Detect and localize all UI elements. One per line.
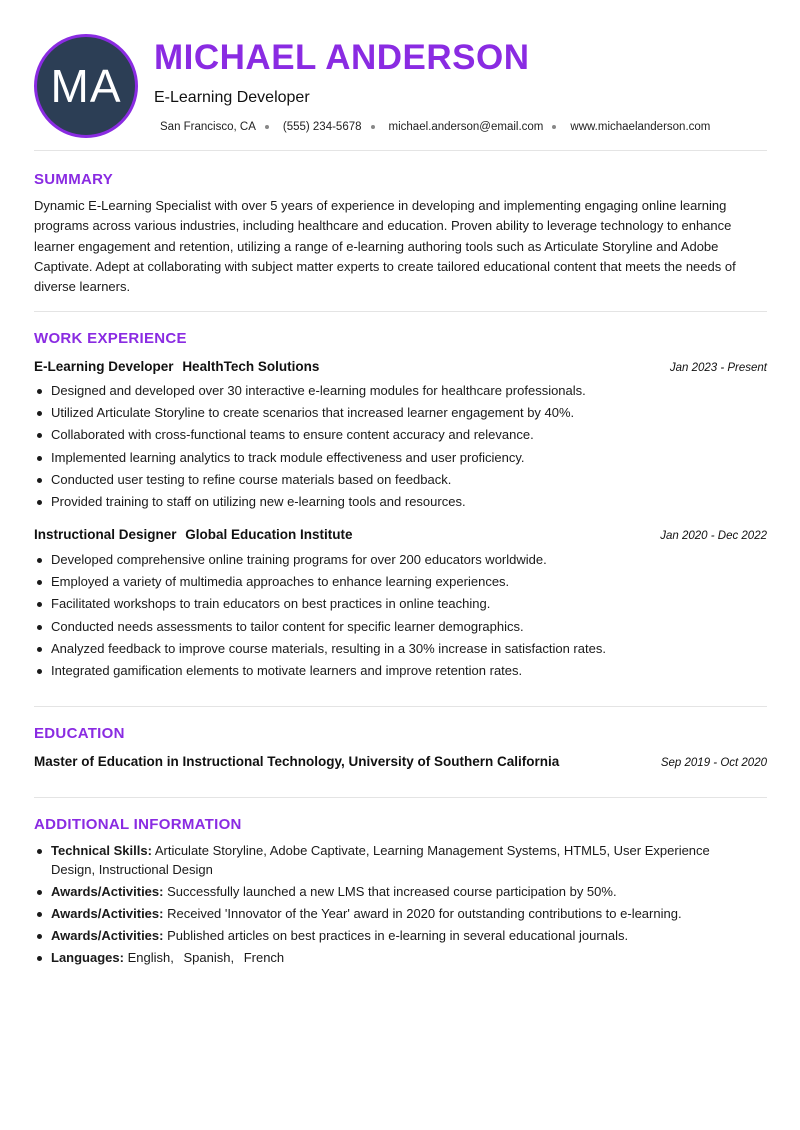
- divider: [34, 150, 767, 151]
- candidate-name: MICHAEL ANDERSON: [154, 38, 530, 77]
- additional-info-heading: ADDITIONAL INFORMATION: [34, 816, 242, 833]
- list-item: Provided training to staff on utilizing new e-learning tools and resources.: [34, 491, 767, 513]
- avatar: [34, 34, 138, 138]
- info-text: Successfully launched a new LMS that increased course participation by 50%.: [167, 883, 617, 899]
- info-label: Awards/Activities:: [51, 883, 164, 899]
- language: French: [243, 950, 285, 965]
- job-dates: Jan 2023 - Present: [669, 362, 767, 374]
- avatar-initials: MA: [50, 60, 122, 112]
- list-item: [34, 883, 734, 902]
- list-item: Conducted needs assessments to tailor content for specific learner demographics.: [34, 616, 767, 638]
- language: Spanish,: [183, 950, 235, 965]
- job-role: [34, 527, 353, 542]
- work-experience-heading: WORK EXPERIENCE: [34, 330, 187, 347]
- list-item: Facilitated workshops to train educators on best practices in online teaching.: [34, 593, 767, 615]
- job-bullets: [34, 549, 767, 682]
- list-item: Integrated gamification elements to motivate learners and improve retention rates.: [34, 660, 767, 682]
- list-item: Analyzed feedback to improve course materials, resulting in a 30% increase in satisfaction rates.: [34, 638, 767, 660]
- education-dates: Sep 2019 - Oct 2020: [660, 757, 767, 769]
- job-title: Instructional Designer: [34, 527, 177, 542]
- job-header: [34, 527, 767, 542]
- info-label: Awards/Activities:: [51, 927, 164, 943]
- divider: [34, 706, 767, 707]
- info-text: Received 'Innovator of the Year' award in 2020 for outstanding contributions to e-learning.: [167, 905, 682, 921]
- list-item: Designed and developed over 30 interactive e-learning modules for healthcare professionals.: [34, 380, 767, 402]
- divider: [34, 797, 767, 798]
- languages-item: [34, 949, 734, 968]
- list-item: Utilized Articulate Storyline to create scenarios that increased learner engagement by 40%.: [34, 402, 767, 424]
- list-item: [34, 927, 734, 946]
- list-item: Conducted user testing to refine course materials based on feedback.: [34, 469, 767, 491]
- email-link[interactable]: michael.anderson@email.com: [388, 121, 544, 133]
- list-item: Developed comprehensive online training programs for over 200 educators worldwide.: [34, 549, 767, 571]
- list-item: Implemented learning analytics to track module effectiveness and user proficiency.: [34, 447, 767, 469]
- education-entry: [34, 754, 767, 769]
- info-label: Awards/Activities:: [51, 905, 164, 921]
- phone-text: (555) 234-5678: [282, 121, 362, 133]
- job-header: [34, 359, 767, 374]
- contact-website[interactable]: [570, 121, 710, 133]
- info-text: Articulate Storyline, Adobe Captivate, Learning Management Systems, HTML5, User Experience Design, Instructional Design: [51, 843, 710, 877]
- list-item: Employed a variety of multimedia approaches to enhance learning experiences.: [34, 571, 767, 593]
- list-item: [34, 842, 734, 879]
- divider: [34, 311, 767, 312]
- job-company: Global Education Institute: [185, 527, 353, 542]
- separator-dot-icon: [371, 125, 375, 129]
- contact-phone: [283, 121, 389, 133]
- summary-heading: SUMMARY: [34, 171, 114, 188]
- job-bullets: [34, 380, 767, 513]
- job-title: E-Learning Developer: [34, 359, 174, 374]
- resume-header: [0, 0, 800, 150]
- education-degree: Master of Education in Instructional Technology, University of Southern California: [34, 754, 560, 769]
- education-heading: EDUCATION: [34, 725, 125, 742]
- separator-dot-icon: [265, 125, 269, 129]
- location-text: San Francisco, CA: [160, 121, 256, 133]
- list-item: [34, 905, 734, 924]
- list-item: Collaborated with cross-functional teams to ensure content accuracy and relevance.: [34, 424, 767, 446]
- summary-text: Dynamic E-Learning Specialist with over 5 years of experience in developing and implementing engaging online learning programs across various industries, including healthcare and education. Proven ability to leverage technology to enhance learner engagement and retention, utilizing a range of e-learning authoring tools such as Articulate Storyline and Adobe Captivate. Adept at collaborating with subject matter experts to create tailored educational content that meets the needs of diverse learners.: [34, 198, 736, 295]
- language: English,: [127, 950, 174, 965]
- job-dates: Jan 2020 - Dec 2022: [660, 530, 767, 542]
- info-label: Technical Skills:: [51, 843, 152, 858]
- website-link[interactable]: www.michaelanderson.com: [570, 121, 711, 133]
- contact-email[interactable]: [389, 121, 571, 133]
- contact-location: [160, 121, 283, 133]
- info-text: Published articles on best practices in e-learning in several educational journals.: [167, 927, 629, 943]
- candidate-title: E-Learning Developer: [154, 89, 310, 106]
- job-company: HealthTech Solutions: [182, 359, 320, 374]
- separator-dot-icon: [552, 125, 556, 129]
- job-role: [34, 359, 319, 374]
- additional-info-list: [34, 842, 734, 971]
- contact-bar: [160, 121, 744, 133]
- languages-label: Languages:: [51, 950, 124, 965]
